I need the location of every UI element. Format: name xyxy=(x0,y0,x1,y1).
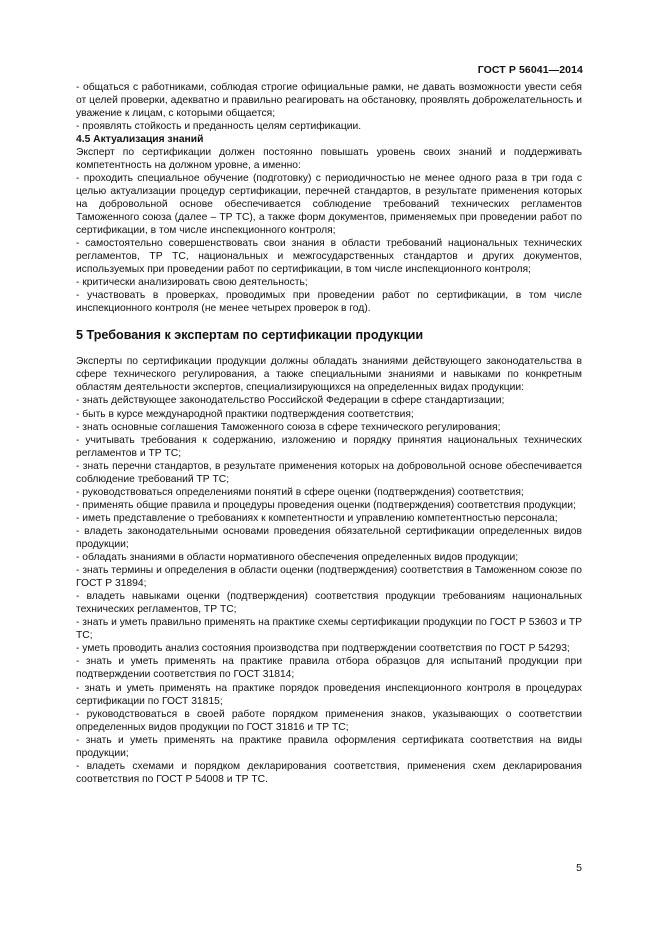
list-item: - знать основные соглашения Таможенного союза в сфере технического регулирования; xyxy=(76,421,501,433)
list-item: - владеть законодательными основами проведения обязательной сертификации определенных видов продукции; xyxy=(76,525,582,550)
page-number: 5 xyxy=(576,862,582,874)
list-item: - знать и уметь применять на практике правила отбора образцов для испытаний продукции при подтверждении соответствия по ГОСТ 31814; xyxy=(76,656,582,681)
paragraph: - проходить специальное обучение (подготовку) с периодичностью не менее одного раза в три года с целью актуализации процедур сертификации, перечней стандартов, в результате применения которых на добровольной основе обеспечивается соблюдение требований технических регламентов Таможенного союза (далее – ТР ТС), а также форм документов, применяемых при проведении работ по сертификации, в том числе инспекционного контроля; xyxy=(76,172,582,237)
paragraph: - участвовать в проверках, проводимых при проведении работ по сертификации, в том числе инспекционного контроля (не менее четырех проверок в год). xyxy=(76,290,582,315)
paragraph: - критически анализировать свою деятельность; xyxy=(76,277,308,289)
list-item: - учитывать требования к содержанию, изложению и порядку принятия национальных технических регламентов и ТР ТС; xyxy=(76,434,582,459)
list-item: - владеть навыками оценки (подтверждения) соответствия продукции требованиям национальных технических регламентов, ТР ТС; xyxy=(76,591,582,616)
list-item: - знать и уметь правильно применять на практике схемы сертификации продукции по ГОСТ Р 53603 и ТР ТС; xyxy=(76,617,582,642)
list-item: - владеть схемами и порядком декларирования соответствия, применения схем декларирования соответствия по ГОСТ Р 54008 и ТР ТС. xyxy=(76,760,582,785)
list-item: - быть в курсе международной практики подтверждения соответствия; xyxy=(76,408,414,420)
list-item: - руководствоваться определениями понятий в сфере оценки (подтверждения) соответствия; xyxy=(76,486,524,498)
section-title: 5 Требования к экспертам по сертификации продукции xyxy=(76,328,424,343)
list-item: - обладать знаниями в области нормативного обеспечения определенных видов продукции; xyxy=(76,552,519,564)
list-item: - руководствоваться в своей работе порядком применения знаков, указывающих о соответствии определенных видов продукции по ГОСТ 31816 и ТР ТС; xyxy=(76,708,582,733)
list-item: - знать термины и определения в области оценки (подтверждения) соответствия в Таможенном союзе по ГОСТ Р 31894; xyxy=(76,565,582,590)
page-body xyxy=(76,81,582,786)
list-item: - знать и уметь применять на практике правила оформления сертификата соответствия на виды продукции; xyxy=(76,734,582,759)
standard-header: ГОСТ Р 56041—2014 xyxy=(477,64,583,76)
list-item: - знать и уметь применять на практике порядок проведения инспекционного контроля в процедурах сертификации по ГОСТ 31815; xyxy=(76,682,582,707)
list-item: - знать перечни стандартов, в результате применения которых на добровольной основе обеспечивается соблюдение требований ТР ТС; xyxy=(76,460,582,485)
list-item: - уметь проводить анализ состояния производства при подтверждении соответствия по ГОСТ Р 54293; xyxy=(76,643,570,655)
subsection-title: 4.5 Актуализация знаний xyxy=(76,133,204,145)
paragraph: - проявлять стойкость и преданность целям сертификации. xyxy=(76,120,362,132)
list-item: - применять общие правила и процедуры проведения оценки (подтверждения) соответствия продукции; xyxy=(76,499,576,511)
paragraph: Эксперты по сертификации продукции должны обладать знаниями действующего законодательства в сфере технического регулирования, а также специальными знаниями и навыками по конкретным областям деятельности экспертов, специализирующихся на определенных видах продукции: xyxy=(76,356,582,394)
paragraph: - общаться с работниками, соблюдая строгие официальные рамки, не давать возможности увести себя от целей проверки, адекватно и правильно реагировать на обстановку, проявлять доброжелательность и уважение к лицам, с которыми общается; xyxy=(76,81,582,119)
paragraph: Эксперт по сертификации должен постоянно повышать уровень своих знаний и поддерживать компетентность на должном уровне, а именно: xyxy=(76,146,582,171)
paragraph: - самостоятельно совершенствовать свои знания в области требований национальных технических регламентов, ТР ТС, национальных и межгосударственных стандартов и других документов, используемых при проведении работ по сертификации, в том числе инспекционного контроля; xyxy=(76,238,582,276)
list-item: - знать действующее законодательство Российской Федерации в сфере стандартизации; xyxy=(76,395,505,407)
list-item: - иметь представление о требованиях к компетентности и управлению компетентностью персонала; xyxy=(76,512,558,524)
